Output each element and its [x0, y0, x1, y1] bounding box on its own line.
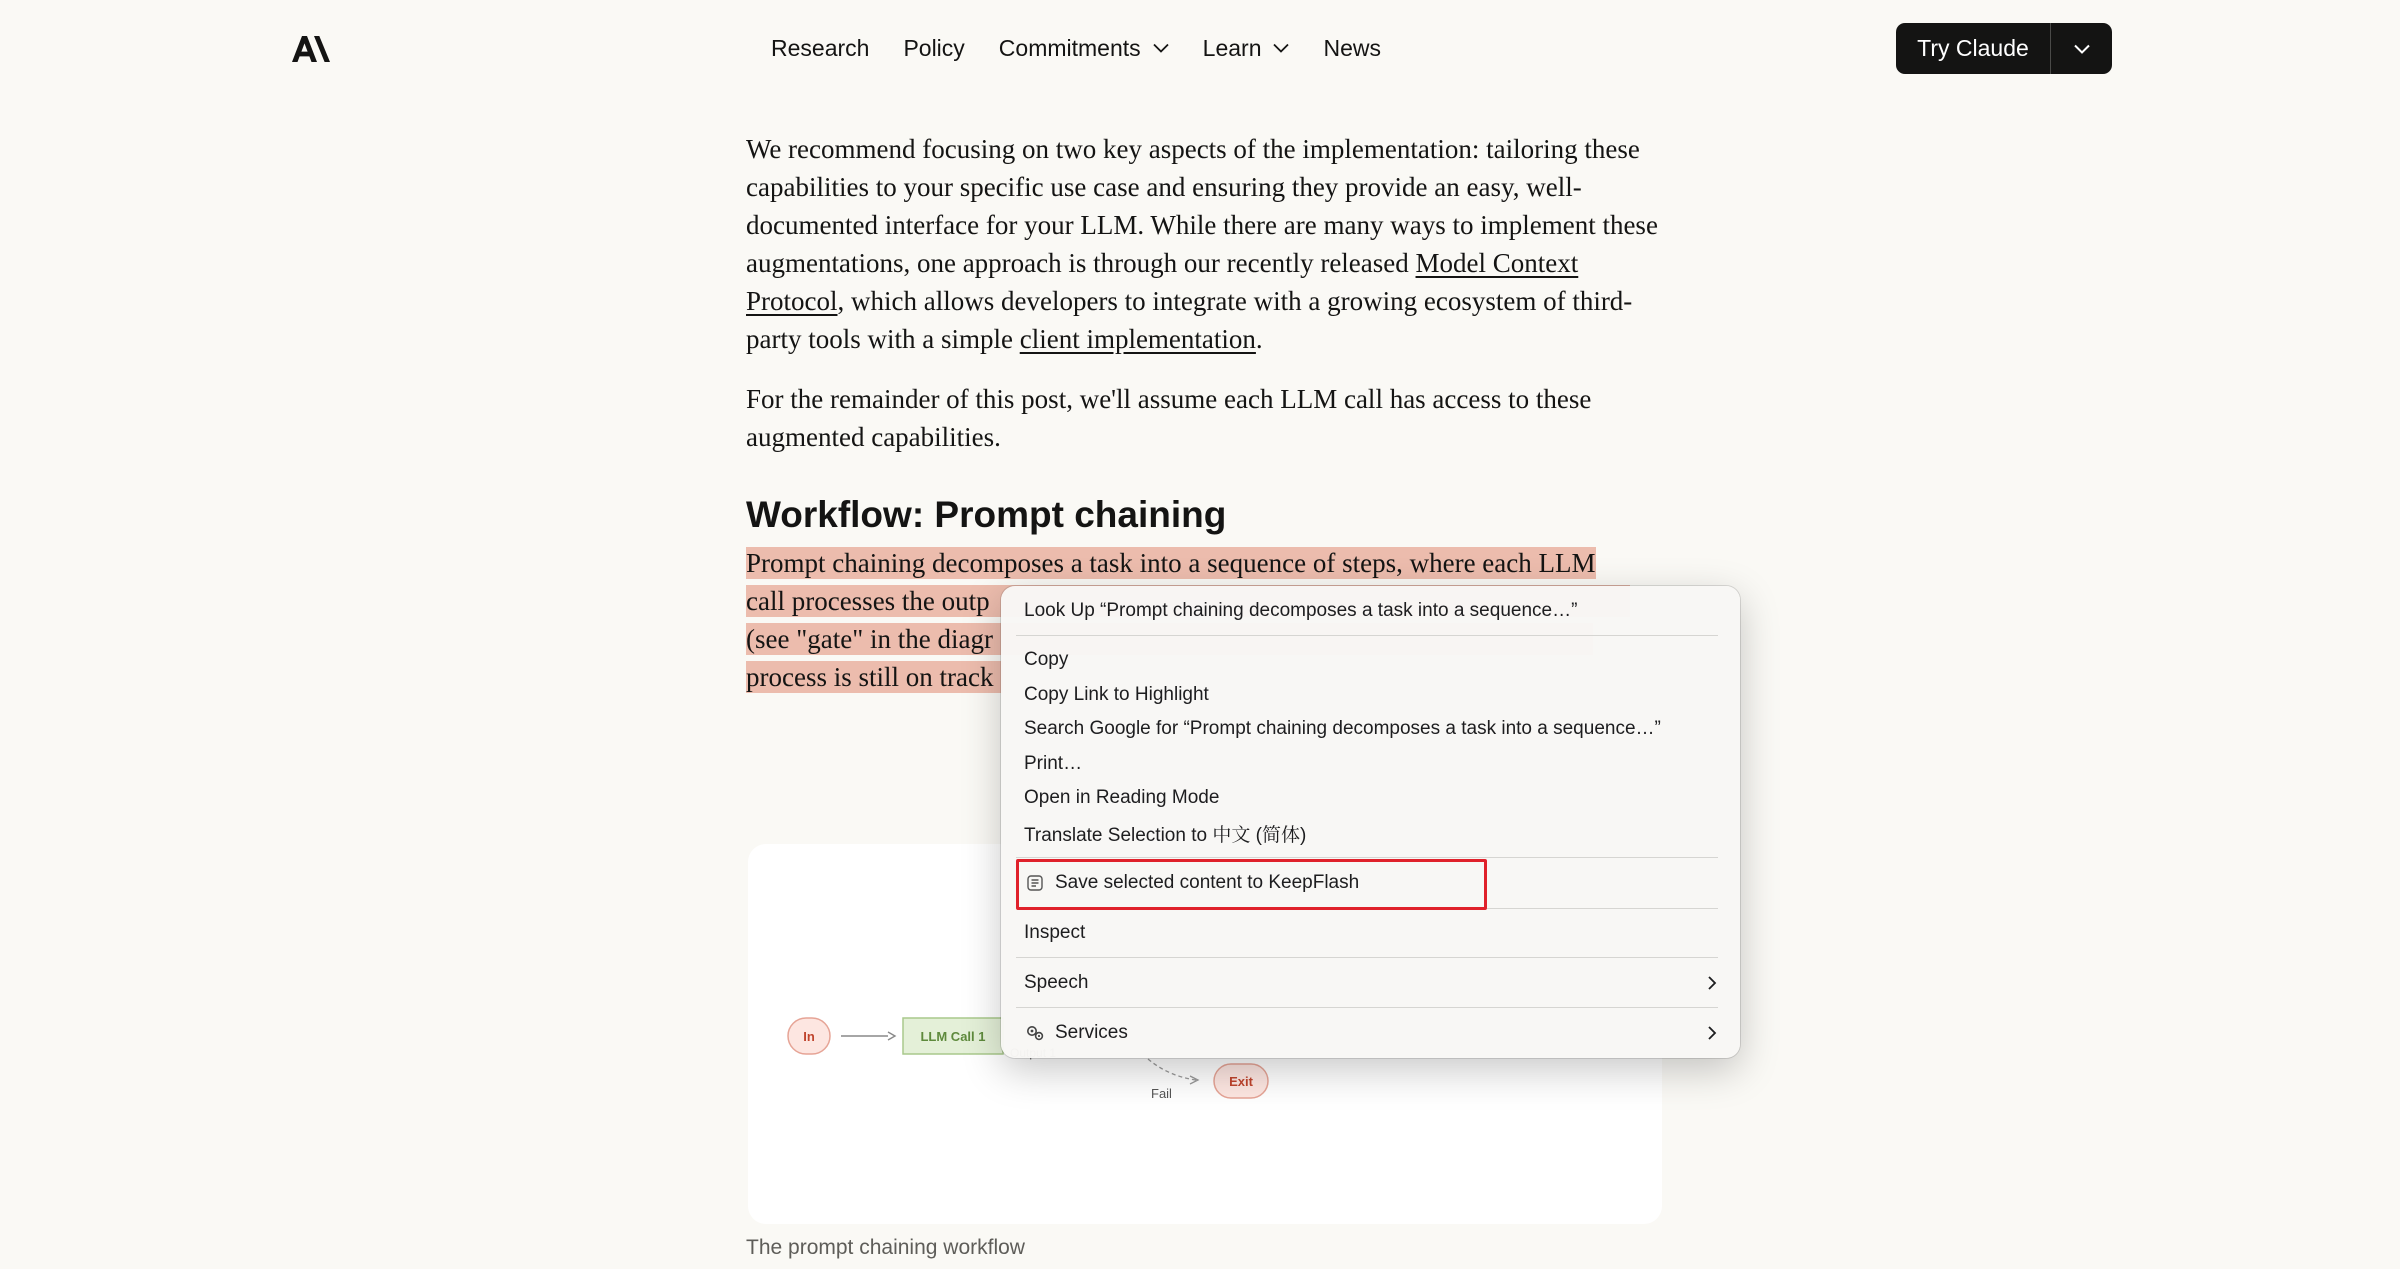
- menu-services-label: Services: [1055, 1022, 1128, 1043]
- gears-icon: [1024, 1022, 1046, 1044]
- nav-policy-label: Policy: [903, 34, 965, 61]
- menu-speech[interactable]: [1024, 967, 1717, 999]
- try-claude-dropdown-button[interactable]: [2051, 23, 2112, 74]
- menu-inspect[interactable]: Inspect: [1024, 922, 1086, 943]
- paragraph-remainder: For the remainder of this post, we'll assume each LLM call has access to these augmented capabilities.: [746, 384, 1592, 452]
- selected-text-fragment: call processes the outp: [746, 586, 990, 616]
- chevron-right-icon: [1707, 975, 1717, 991]
- llm-call-1-label: LLM Call 1: [920, 1029, 986, 1044]
- anthropic-logo-icon[interactable]: [292, 36, 330, 62]
- in-node-label: In: [803, 1029, 815, 1044]
- menu-speech-label: Speech: [1024, 972, 1089, 993]
- nav-news-label: News: [1323, 34, 1381, 61]
- menu-services[interactable]: [1024, 1017, 1717, 1049]
- nav-commitments-label: Commitments: [998, 34, 1141, 61]
- client-implementation-link[interactable]: client implementation: [1019, 324, 1256, 354]
- nav-research-label: Research: [771, 34, 870, 61]
- menu-copy-link-to-highlight[interactable]: Copy Link to Highlight: [1024, 684, 1209, 705]
- selected-text-line: [746, 661, 1003, 693]
- selected-text-line: Prompt chaining decomposes a task into a sequence of steps, where each LLM: [746, 548, 1596, 578]
- selected-text-fragment: process is still on track: [746, 662, 994, 692]
- menu-save-to-keepflash-label: Save selected content to KeepFlash: [1055, 872, 1360, 893]
- context-menu: [1001, 586, 1740, 1058]
- figure-caption: The prompt chaining workflow: [746, 1236, 1025, 1259]
- arrow-head: [888, 1032, 895, 1040]
- paragraph-text: , which allows developers to integrate with a growing ecosystem of third-party tools with a simple: [746, 286, 1633, 354]
- chevron-down-icon: [2074, 44, 2090, 54]
- menu-separator: [1016, 957, 1718, 958]
- fail-path: [1148, 1059, 1196, 1080]
- section-heading: Workflow: Prompt chaining: [746, 494, 1227, 535]
- model-context-protocol-link[interactable]: Model Context Protocol: [746, 248, 1579, 316]
- try-claude-button[interactable]: Try Claude: [1917, 35, 2029, 61]
- menu-separator: [1016, 1007, 1718, 1008]
- exit-node-label: Exit: [1229, 1074, 1253, 1089]
- paragraph-text: .: [1255, 324, 1263, 354]
- nav-commitments[interactable]: [999, 35, 1169, 62]
- chevron-down-icon: [1153, 43, 1169, 53]
- menu-save-to-keepflash[interactable]: [1024, 867, 1717, 899]
- menu-print[interactable]: Print…: [1024, 753, 1083, 774]
- menu-copy[interactable]: Copy: [1024, 649, 1069, 670]
- chevron-down-icon: [1273, 43, 1289, 53]
- menu-separator: [1016, 857, 1718, 858]
- menu-translate-selection[interactable]: Translate Selection to 中文 (简体): [1024, 824, 1307, 846]
- nav-policy[interactable]: [903, 35, 964, 62]
- top-nav: [0, 0, 2400, 98]
- nav-research[interactable]: [771, 35, 869, 62]
- chevron-right-icon: [1707, 1025, 1717, 1041]
- keepflash-icon: [1024, 872, 1046, 894]
- fail-label: Fail: [1151, 1086, 1172, 1101]
- menu-separator: [1016, 908, 1718, 909]
- menu-search-google[interactable]: Search Google for “Prompt chaining decomposes a task into a sequence…”: [1024, 718, 1661, 739]
- paragraph-implementation: [746, 130, 1666, 358]
- nav-news[interactable]: [1323, 35, 1381, 62]
- nav-learn[interactable]: [1203, 35, 1290, 62]
- try-claude-group: [1896, 23, 2112, 74]
- paragraph-text: We recommend focusing on two key aspects of the implementation: tailoring these capabilities to your specific use case and ensuring they provide an easy, well-documented interface for your LLM. While there are many ways to implement these augmentations, one approach is through our recently released: [746, 134, 1658, 278]
- nav-learn-label: Learn: [1202, 34, 1262, 61]
- menu-open-reading-mode[interactable]: Open in Reading Mode: [1024, 787, 1220, 808]
- menu-separator: [1016, 635, 1718, 636]
- selected-text-fragment: (see "gate" in the diagr: [746, 624, 993, 654]
- nav-links: [771, 22, 1381, 74]
- menu-look-up[interactable]: Look Up “Prompt chaining decomposes a task into a sequence…”: [1024, 600, 1578, 621]
